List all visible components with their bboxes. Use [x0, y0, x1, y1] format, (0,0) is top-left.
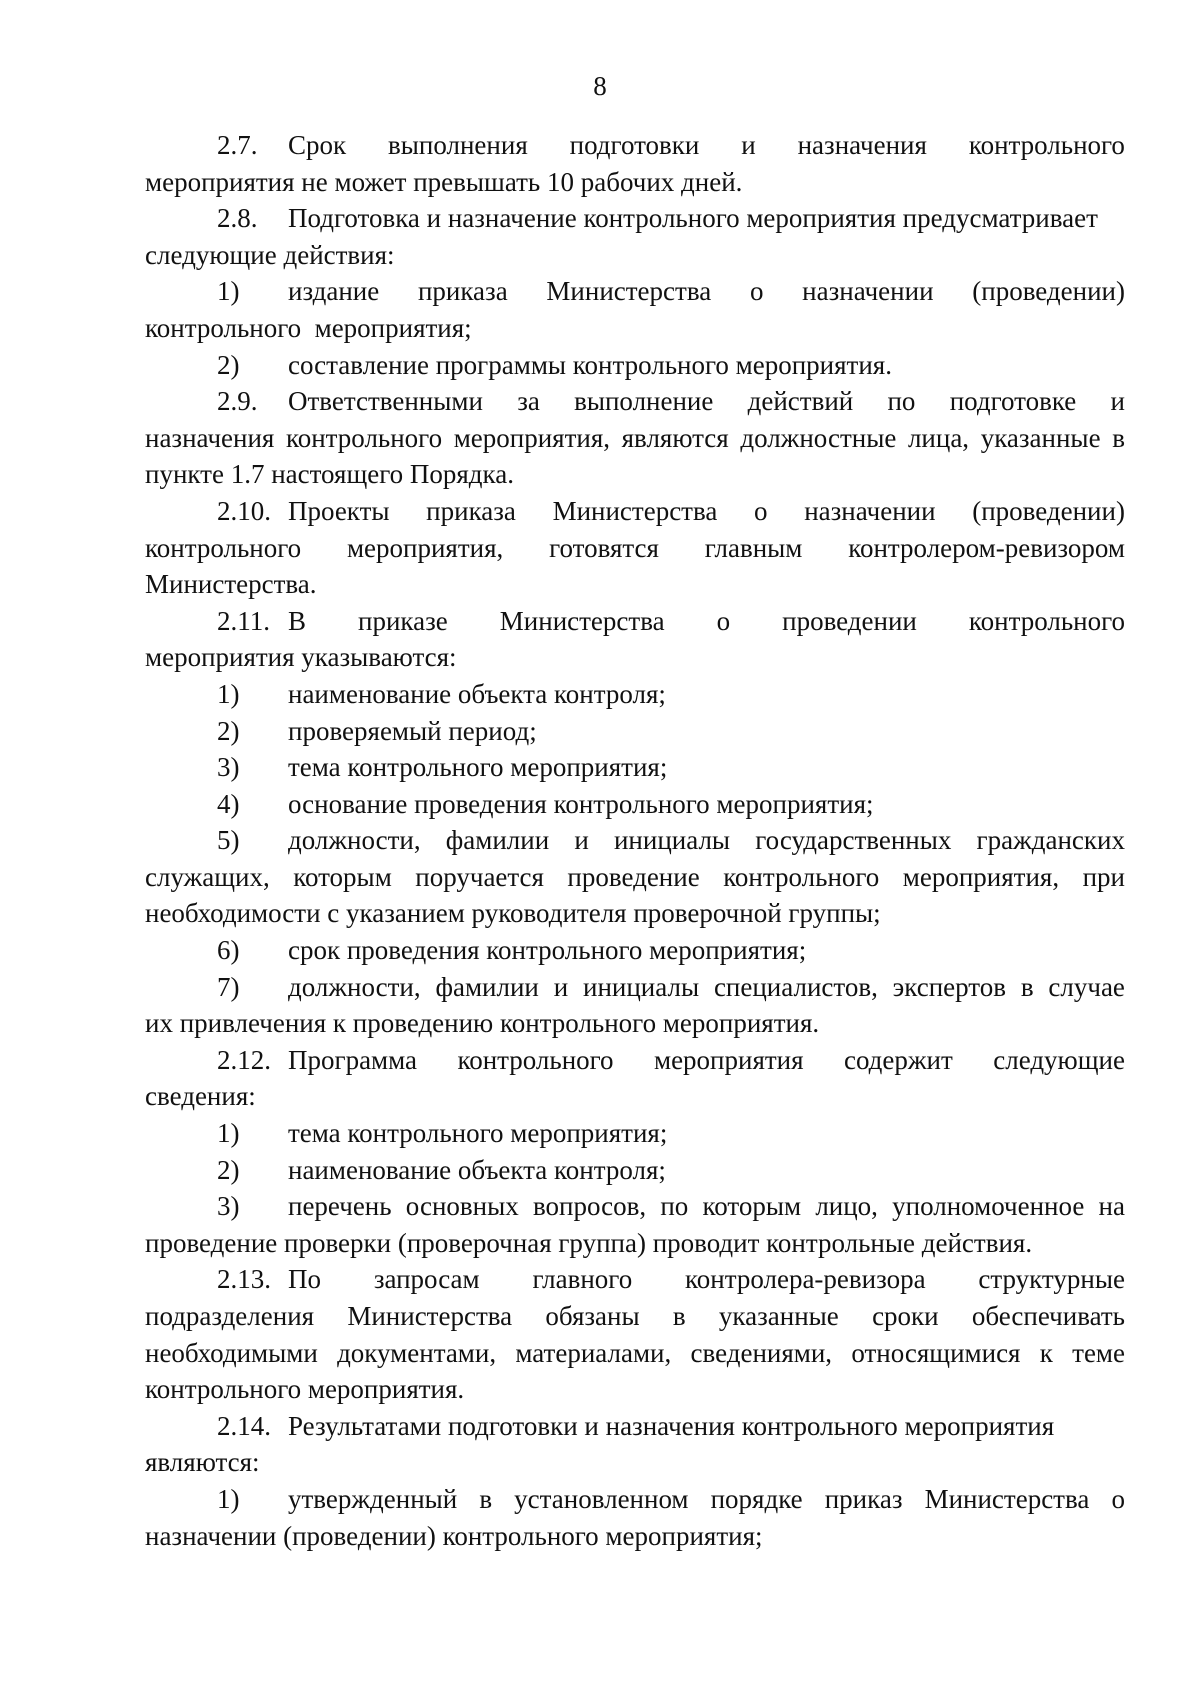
word: указанные [718, 1301, 839, 1331]
word: следующие [993, 1044, 1125, 1075]
word: контрольного [968, 605, 1125, 636]
paragraph-lead-text: Подготовка и назначение контрольного мероприятия предусматривает [288, 203, 1098, 234]
paragraph-first-line [145, 749, 1125, 786]
word: выполнение [574, 386, 714, 417]
paragraph-lead-text: срок проведения контрольного мероприятия; [288, 935, 807, 966]
paragraph-number: 3) [217, 752, 240, 783]
word: мероприятия [653, 1044, 804, 1075]
word: назначении [802, 276, 934, 307]
paragraph-last-line: пункте 1.7 настоящего Порядка. [145, 459, 514, 490]
paragraph-number: 2.12. [217, 1044, 271, 1075]
paragraph-lead-text: основание проведения контрольного мероприятия; [288, 788, 874, 819]
paragraph-first-line [145, 932, 1125, 969]
paragraph-p2-8-2 [145, 347, 1125, 384]
paragraph-p2-8 [145, 200, 1125, 273]
word: издание [288, 276, 380, 307]
paragraph-lead-text: составление программы контрольного мероприятия. [288, 349, 892, 380]
word: о [754, 495, 768, 526]
word: контрольного [285, 422, 443, 453]
paragraph-p2-12-1 [145, 1115, 1125, 1152]
paragraph-first-line [145, 1408, 1125, 1445]
paragraph-number: 1) [217, 276, 240, 307]
paragraph-last-line: назначении (проведении) контрольного мероприятия; [145, 1520, 763, 1551]
paragraph-lead-text [288, 1188, 1125, 1225]
paragraph-last-line: мероприятия не может превышать 10 рабочих дней. [145, 166, 743, 197]
paragraph-number: 6) [217, 935, 240, 966]
word: назначения [145, 422, 275, 453]
paragraph-first-line [145, 383, 1125, 420]
paragraph-lead-text [288, 822, 1125, 859]
word: подготовки [569, 130, 700, 160]
word: являются [621, 422, 729, 453]
word: запросам [373, 1264, 480, 1295]
paragraph-first-line [145, 347, 1125, 384]
paragraph-number: 2) [217, 1154, 240, 1185]
word: за [517, 386, 540, 417]
word: гражданских [976, 825, 1125, 856]
paragraph-last-line: контрольного мероприятия; [145, 312, 472, 343]
paragraph-number: 2.13. [217, 1264, 271, 1295]
word: проведение [567, 861, 700, 892]
word: выполнения [388, 130, 528, 160]
paragraph-number: 2.9. [217, 386, 258, 417]
paragraph-first-line [145, 1115, 1125, 1152]
word: по [660, 1191, 689, 1222]
paragraph-number: 2) [217, 715, 240, 746]
word: документами, [337, 1337, 497, 1368]
paragraph-lead-text [288, 127, 1125, 164]
paragraph-p2-11-7 [145, 969, 1125, 1042]
word: подготовке [949, 386, 1077, 417]
paragraph-first-line [145, 676, 1125, 713]
word: контрольного [968, 130, 1125, 160]
paragraph-number: 1) [217, 1483, 240, 1514]
word: которым [702, 1191, 802, 1222]
word: контролера-ревизора [685, 1264, 926, 1295]
word: перечень [288, 1191, 392, 1222]
paragraph-last-line: проведение проверки (проверочная группа) проводит контрольные действия. [145, 1227, 1033, 1258]
paragraph-first-line [145, 786, 1125, 823]
paragraph-lead-text: наименование объекта контроля; [288, 1154, 666, 1185]
word: и [574, 825, 589, 856]
word: экспертов [892, 971, 1006, 1002]
paragraph-last-line: Министерства. [145, 569, 317, 600]
paragraph-number: 7) [217, 971, 240, 1002]
paragraph-p2-11-6 [145, 932, 1125, 969]
word: фамилии [435, 971, 539, 1002]
paragraph-number: 1) [217, 1118, 240, 1149]
word: о [716, 605, 731, 636]
word: структурные [978, 1264, 1125, 1295]
paragraph-p2-13 [145, 1261, 1125, 1407]
paragraph-lead-text [288, 1042, 1125, 1079]
paragraph-last-line: мероприятия указываются: [145, 642, 457, 673]
word: и [553, 971, 569, 1002]
word: Ответственными [288, 386, 483, 417]
word: должности, [288, 971, 421, 1002]
paragraph-continuation-line [145, 859, 1125, 896]
paragraph-continuation-line [145, 1298, 1125, 1335]
page-number: 8 [593, 71, 607, 101]
paragraph-first-line [145, 200, 1125, 237]
word: обеспечивать [971, 1301, 1125, 1331]
word: приказа [417, 276, 508, 307]
paragraph-lead-text: Результатами подготовки и назначения контрольного мероприятия [288, 1410, 1055, 1441]
word: мероприятия, [346, 532, 504, 563]
word: основных [405, 1191, 519, 1222]
word: в [479, 1483, 493, 1514]
paragraph-lead-text [288, 493, 1125, 530]
word: инициалы [613, 825, 731, 856]
paragraph-p2-8-1 [145, 273, 1125, 346]
word: приказе [358, 605, 448, 636]
word: Министерства [347, 1301, 513, 1331]
paragraph-first-line [145, 1261, 1125, 1298]
word: необходимыми [145, 1337, 318, 1368]
paragraph-number: 2.7. [217, 130, 258, 160]
word: действий [747, 386, 854, 417]
word: фамилии [445, 825, 550, 856]
word: инициалы [583, 971, 700, 1002]
paragraph-first-line [145, 969, 1125, 1006]
paragraph-last-line: контрольного мероприятия. [145, 1374, 465, 1405]
paragraph-lead-text: наименование объекта контроля; [288, 678, 666, 709]
word: главного [532, 1264, 633, 1295]
word: материалами, [515, 1337, 672, 1368]
word: на [1098, 1191, 1125, 1222]
paragraph-last-line: необходимости с указанием руководителя проверочной группы; [145, 898, 881, 929]
word: Министерства [499, 605, 665, 636]
word: В [288, 605, 307, 636]
word: содержит [843, 1044, 953, 1075]
paragraph-first-line [145, 1042, 1125, 1079]
word: в [1112, 422, 1125, 453]
word: Проекты [288, 495, 390, 526]
word: приказа [426, 495, 516, 526]
word: (проведении) [972, 495, 1125, 526]
word: и [741, 130, 756, 160]
paragraph-number: 2.14. [217, 1410, 271, 1441]
word: сведениями, [690, 1337, 833, 1368]
paragraph-number: 5) [217, 825, 240, 856]
word: лица, [907, 422, 970, 453]
word: должности, [288, 825, 421, 856]
paragraph-first-line [145, 493, 1125, 530]
paragraph-last-line: сведения: [145, 1081, 256, 1112]
word: о [1111, 1483, 1125, 1514]
word: при [1082, 861, 1125, 892]
word: о [749, 276, 764, 307]
word: обязаны [545, 1301, 640, 1331]
paragraph-continuation-line [145, 1335, 1125, 1372]
paragraph-lead-text [288, 1481, 1125, 1518]
word: контрольного [145, 532, 302, 563]
paragraph-first-line [145, 127, 1125, 164]
word: в [672, 1301, 686, 1331]
word: утвержденный [288, 1483, 458, 1514]
word: контролером-ревизором [848, 532, 1125, 563]
paragraph-continuation-line [145, 530, 1125, 567]
paragraph-lead-text: проверяемый период; [288, 715, 537, 746]
word: вопросов, [532, 1191, 647, 1222]
word: должностные [740, 422, 897, 453]
paragraph-first-line [145, 1152, 1125, 1189]
paragraph-last-line: следующие действия: [145, 239, 395, 270]
paragraph-lead-text: тема контрольного мероприятия; [288, 1118, 668, 1149]
word: проведении [782, 605, 917, 636]
paragraph-continuation-line [145, 420, 1125, 457]
paragraph-lead-text [288, 1261, 1125, 1298]
word: которым [293, 861, 392, 892]
paragraph-lead-text: тема контрольного мероприятия; [288, 752, 668, 783]
word: указанные [980, 422, 1101, 453]
word: специалистов, [713, 971, 878, 1002]
word: (проведении) [972, 276, 1125, 307]
paragraph-lead-text [288, 969, 1125, 1006]
word: государственных [755, 825, 952, 856]
word: готовятся [549, 532, 659, 563]
word: назначении [804, 495, 936, 526]
word: в [1020, 971, 1034, 1002]
paragraph-p2-12-3 [145, 1188, 1125, 1261]
paragraph-lead-text [288, 383, 1125, 420]
word: относящимися [851, 1337, 1021, 1368]
word: к [1039, 1337, 1053, 1368]
word: Министерства [546, 276, 712, 307]
paragraph-p2-7 [145, 127, 1125, 200]
word: Министерства [924, 1483, 1090, 1514]
paragraph-p2-11-4 [145, 786, 1125, 823]
word: сроки [872, 1301, 939, 1331]
document-body [145, 127, 1125, 1554]
paragraph-number: 2.11. [217, 605, 270, 636]
paragraph-p2-11 [145, 603, 1125, 676]
paragraph-first-line [145, 603, 1125, 640]
paragraph-p2-11-5 [145, 822, 1125, 932]
paragraph-lead-text [288, 273, 1125, 310]
paragraph-p2-14-1 [145, 1481, 1125, 1554]
paragraph-number: 4) [217, 788, 240, 819]
word: служащих, [145, 861, 270, 892]
word: случае [1048, 971, 1125, 1002]
word: и [1110, 386, 1125, 417]
word: По [288, 1264, 321, 1295]
paragraph-first-line [145, 1188, 1125, 1225]
paragraph-p2-9 [145, 383, 1125, 493]
paragraph-first-line [145, 273, 1125, 310]
paragraph-last-line: являются: [145, 1447, 260, 1478]
paragraph-number: 2) [217, 349, 240, 380]
paragraph-p2-14 [145, 1408, 1125, 1481]
word: поручается [415, 861, 544, 892]
word: контрольного [457, 1044, 614, 1075]
paragraph-lead-text [288, 603, 1125, 640]
word: уполномоченное [892, 1191, 1085, 1222]
word: приказ [824, 1483, 903, 1514]
word: лицо, [815, 1191, 878, 1222]
paragraph-first-line [145, 1481, 1125, 1518]
word: Программа [288, 1044, 418, 1075]
paragraph-p2-12-2 [145, 1152, 1125, 1189]
paragraph-number: 2.10. [217, 495, 271, 526]
paragraph-last-line: их привлечения к проведению контрольного мероприятия. [145, 1008, 820, 1039]
word: установленном [514, 1483, 689, 1514]
paragraph-p2-11-3 [145, 749, 1125, 786]
word: теме [1072, 1337, 1125, 1368]
word: по [887, 386, 916, 417]
paragraph-number: 2.8. [217, 203, 258, 234]
word: Министерства [552, 495, 718, 526]
word: назначения [797, 130, 927, 160]
word: Срок [288, 130, 347, 160]
word: контрольного [723, 861, 880, 892]
paragraph-number: 3) [217, 1191, 240, 1222]
paragraph-first-line [145, 822, 1125, 859]
word: мероприятия, [902, 861, 1060, 892]
paragraph-number: 1) [217, 678, 240, 709]
word: мероприятия, [453, 422, 611, 453]
word: порядке [710, 1483, 803, 1514]
word: главным [704, 532, 803, 563]
paragraph-p2-11-2 [145, 713, 1125, 750]
paragraph-p2-12 [145, 1042, 1125, 1115]
paragraph-p2-10 [145, 493, 1125, 603]
word: подразделения [145, 1301, 315, 1331]
paragraph-p2-11-1 [145, 676, 1125, 713]
paragraph-first-line [145, 713, 1125, 750]
